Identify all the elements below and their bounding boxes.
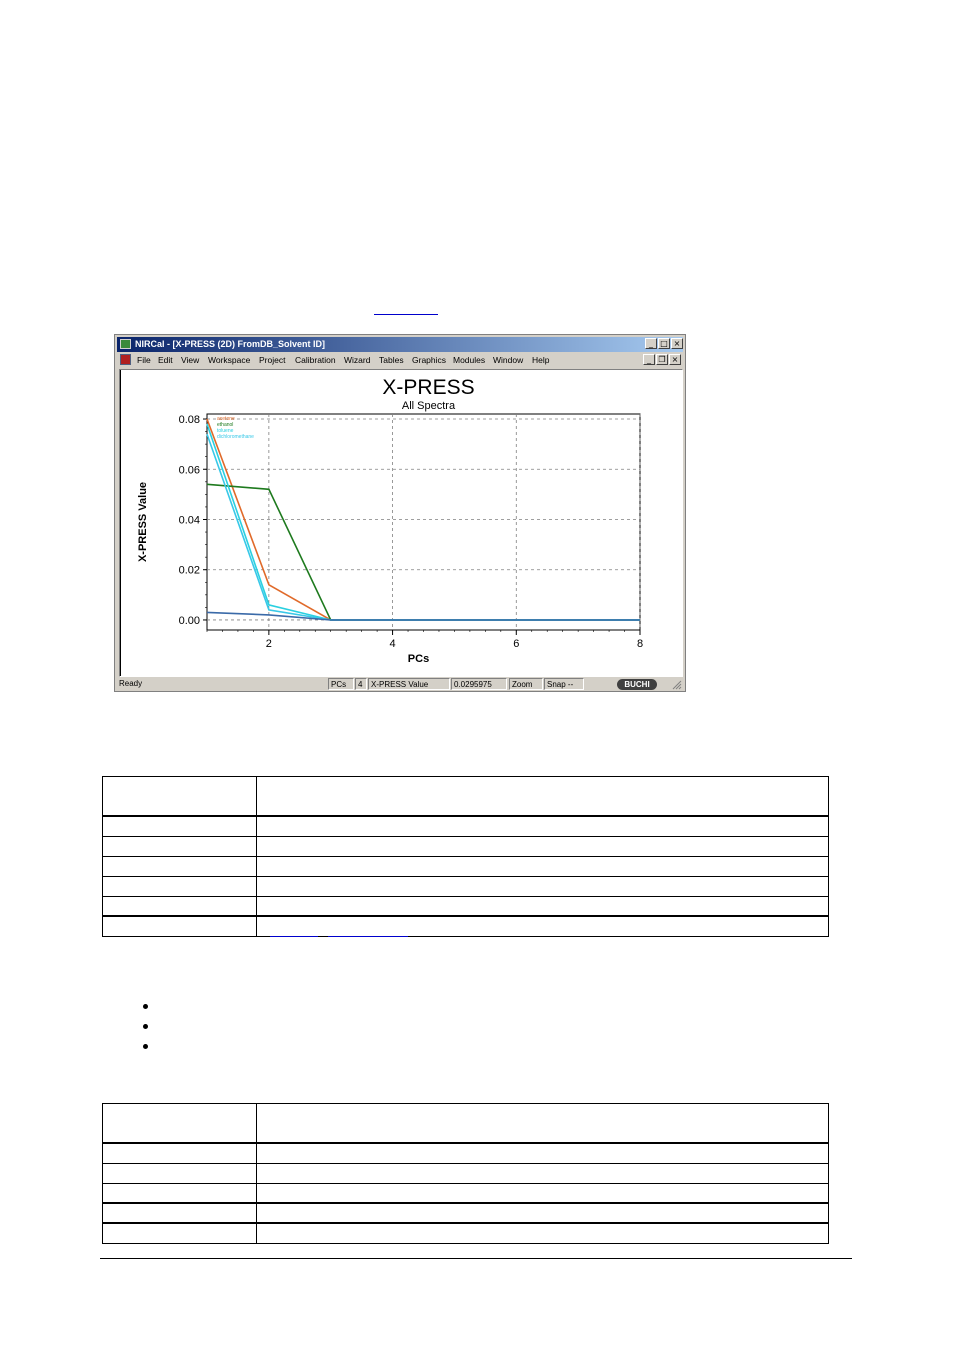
status-ready: Ready (119, 679, 143, 688)
menu-modules[interactable]: Modules (453, 355, 486, 365)
legend-entry: dichloromethane (217, 434, 254, 440)
table-row (103, 1203, 829, 1223)
mdi-close-icon[interactable]: × (669, 354, 681, 365)
mdi-minimize-icon[interactable]: _ (643, 354, 655, 365)
application-window (114, 334, 686, 692)
bullet-icon (143, 1004, 148, 1009)
menu-help[interactable]: Help (532, 355, 550, 365)
table-link-1[interactable] (270, 936, 318, 937)
table-header-row (103, 1104, 829, 1144)
menu-edit[interactable]: Edit (158, 355, 173, 365)
maximize-icon[interactable]: □ (658, 338, 670, 349)
legend-entry: toluene (217, 428, 234, 434)
y-tick-label: 0.06 (178, 464, 200, 477)
chart-title: X-PRESS (382, 376, 475, 399)
menu-window[interactable]: Window (493, 355, 524, 365)
x-tick-label: 4 (389, 638, 396, 650)
table-row (103, 916, 829, 937)
table-link-2[interactable] (328, 936, 408, 937)
minimize-icon[interactable]: _ (645, 338, 657, 349)
status-bar (117, 678, 683, 691)
x-axis-label: PCs (407, 653, 430, 665)
y-tick-label: 0.04 (178, 514, 200, 527)
x-tick-label: 6 (513, 638, 520, 650)
table-header-row (103, 777, 829, 817)
table-row (103, 1164, 829, 1184)
table-row (103, 1184, 829, 1204)
x-tick-label: 2 (265, 638, 272, 650)
menu-tables[interactable]: Tables (379, 355, 404, 365)
table-2 (102, 1103, 829, 1244)
y-tick-label: 0.08 (178, 414, 200, 427)
close-icon[interactable]: × (671, 338, 683, 349)
y-axis-label: X-PRESS Value (137, 481, 149, 563)
legend-entry: ethanol (217, 422, 234, 428)
table-1 (102, 776, 829, 937)
mdi-restore-icon[interactable]: ❐ (656, 354, 668, 365)
status-xpress-value: 0.0295975 (451, 678, 507, 690)
table-row (103, 1223, 829, 1244)
table-row (103, 816, 829, 837)
menu-project[interactable]: Project (259, 355, 286, 365)
y-tick-label: 0.02 (178, 564, 200, 577)
buchi-logo: BUCHI (617, 679, 657, 690)
menu-view[interactable]: View (181, 355, 200, 365)
menu-file[interactable]: File (137, 355, 151, 365)
app-icon (120, 339, 131, 349)
table-row (103, 897, 829, 917)
y-tick-label: 0.00 (178, 614, 200, 627)
bullet-icon (143, 1024, 148, 1029)
legend-entry: acetone (217, 416, 235, 422)
table-row (103, 857, 829, 877)
footer-rule (100, 1258, 852, 1259)
table-row (103, 837, 829, 857)
status-pcs-label: PCs (328, 678, 354, 690)
window-title: NIRCal - [X-PRESS (2D) FromDB_Solvent ID] (135, 339, 326, 349)
document-link[interactable] (374, 314, 438, 315)
menu-workspace[interactable]: Workspace (208, 355, 251, 365)
table-row (103, 1143, 829, 1164)
title-bar (117, 337, 683, 352)
status-pcs-value: 4 (355, 678, 367, 690)
menu-wizard[interactable]: Wizard (344, 355, 371, 365)
chart-subtitle: All Spectra (401, 400, 456, 412)
xpress-chart (120, 370, 682, 676)
menu-calibration[interactable]: Calibration (295, 355, 336, 365)
plot-frame (207, 414, 640, 630)
bullet-icon (143, 1044, 148, 1049)
chart-area (119, 369, 683, 677)
x-tick-label: 8 (636, 638, 644, 650)
menu-bar (117, 353, 683, 367)
status-xpress-label: X-PRESS Value (368, 678, 450, 690)
status-snap: Snap -- (544, 678, 584, 690)
status-zoom: Zoom (509, 678, 543, 690)
resize-grip-icon[interactable] (671, 679, 682, 690)
document-icon[interactable] (120, 354, 131, 365)
table-row (103, 877, 829, 897)
menu-graphics[interactable]: Graphics (412, 355, 447, 365)
